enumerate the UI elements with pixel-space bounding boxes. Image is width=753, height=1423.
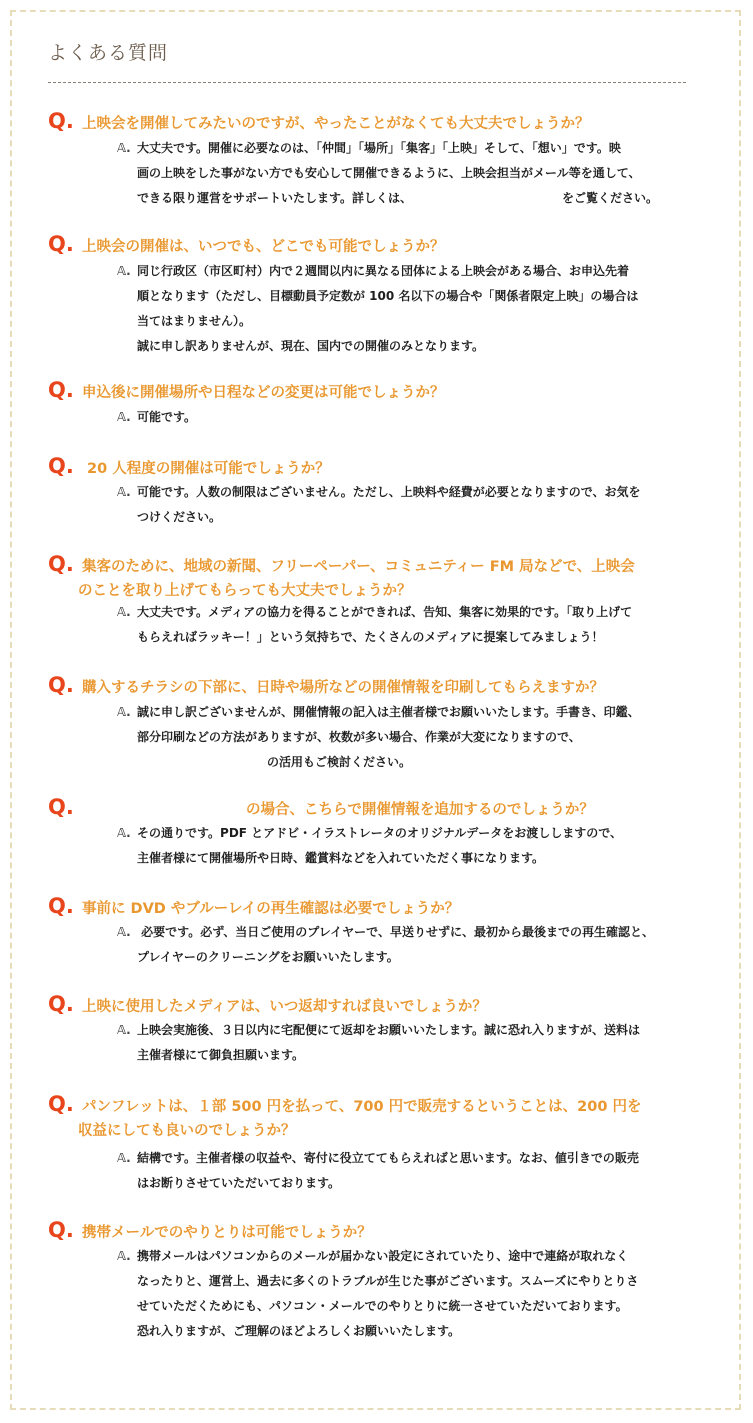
faq-answer [117,1244,707,1344]
a-marker: 𝔸. [117,485,131,499]
answer-text: その通りです。PDF とアドビ・イラストレータのオリジナルデータをお渡ししますので、 [137,826,622,840]
answer-text: をご覧ください。 [562,191,659,205]
faq-answer [117,700,707,775]
faq-answer [117,405,707,430]
answer-text: の活用もご検討ください。 [267,755,412,769]
answer-text: 当てはまりません）。 [137,314,252,328]
answer-text: 大丈夫です。メディアの協力を得ることができれば、告知、集客に効果的です。「取り上げて [137,605,633,619]
answer-text: 携帯メールはパソコンからのメールが届かない設定にされていたり、途中で連絡が取れなく [137,1249,629,1263]
answer-text: 可能です。人数の制限はございません。ただし、上映料や経費が必要となりますので、お気を [137,485,641,499]
faq-answer [117,600,707,650]
faq-question [48,109,590,136]
title-divider [48,82,686,83]
answer-text: 誠に申し訳ありませんが、現在、国内での開催のみとなります。 [137,339,485,353]
a-marker: 𝔸. [117,1151,131,1165]
a-marker: 𝔸. [117,264,131,278]
q-marker: Q. [48,795,74,819]
a-marker: 𝔸. [117,705,131,719]
answer-text: 結構です。主催者様の収益や、寄付に役立ててもらえればと思います。なお、値引きでの販売 [137,1151,639,1165]
question-text: 上映に使用したメディアは、いつ返却すれば良いでしょうか？ [82,999,487,1015]
answer-text: 同じ行政区（市区町村）内で２週間以内に異なる団体による上映会がある場合、お申込先着 [137,264,630,278]
faq-answer [117,1146,707,1196]
faq-question [48,894,459,921]
q-marker: Q. [48,1218,74,1242]
q-marker: Q. [48,552,74,576]
question-text: 集客のために、地域の新聞、フリーペーパー、コミュニティー FM 局などで、上映会 [82,559,635,575]
question-text: 20 人程度の開催は可能でしょうか？ [82,461,330,477]
faq-answer [117,480,707,530]
faq-question [48,454,330,481]
q-marker: Q. [48,1092,74,1116]
answer-text: できる限り運営をサポートいたします。詳しくは、 [137,191,413,205]
answer-text: 主催者様にて御負担願います。 [137,1048,305,1062]
question-text: 携帯メールでのやりとりは可能でしょうか？ [82,1225,372,1241]
answer-text: 上映会実施後、３日以内に宅配便にて返却をお願いいたします。誠に恐れ入りますが、送料は [137,1023,641,1037]
answer-text: もらえればラッキー！」という気持ちで、たくさんのメディアに提案してみましょう！ [137,630,604,644]
faq-answer [117,1018,707,1068]
q-marker: Q. [48,378,74,402]
answer-text: せていただくためにも、パソコン・メールでのやりとりに統一させていただいております。 [137,1299,628,1313]
q-marker: Q. [48,894,74,918]
answer-text: 恐れ入りますが、ご理解のほどよろしくお願いいたします。 [137,1324,461,1338]
faq-question [48,795,594,822]
a-marker: 𝔸. [117,1023,131,1037]
answer-text: 画の上映をした事がない方でも安心して開催できるように、上映会担当がメール等を通して、 [137,166,641,180]
answer-text: なったりと、運営上、過去に多くのトラブルが生じた事がございます。スムーズにやりとりさ [137,1274,639,1288]
page-title: よくある質問 [48,42,169,64]
question-text: 購入するチラシの下部に、日時や場所などの開催情報を印刷してもらえますか？ [82,680,604,696]
answer-text: 誠に申し訳ございませんが、開催情報の記入は主催者様でお願いいたします。手書き、印鑑、 [137,705,640,719]
answer-text: 主催者様にて開催場所や日時、鑑賞料などを入れていただく事になります。 [137,851,545,865]
faq-question [48,673,604,700]
answer-text: 大丈夫です。開催に必要なのは、「仲間」「場所」「集客」「上映」そして、「想い」です。映 [137,141,621,155]
faq-question [48,378,445,405]
a-marker: 𝔸. [117,605,131,619]
question-text: 上映会を開催してみたいのですが、やったことがなくても大丈夫でしょうか？ [82,116,590,132]
faq-question [48,1092,641,1143]
answer-text: 順となります（ただし、目標動員予定数が 100 名以下の場合や「関係者限定上映」の場合は [137,289,639,303]
faq-question [48,232,445,259]
question-text: パンフレットは、１部 500 円を払って、700 円で販売するということは、200 円を [82,1099,642,1115]
faq-answer [117,136,707,211]
question-text: の場合、こちらで開催情報を追加するのでしょうか？ [246,802,594,818]
a-marker: 𝔸. [117,410,131,424]
q-marker: Q. [48,454,74,478]
faq-answer [117,920,707,970]
a-marker: 𝔸. [117,925,131,939]
q-marker: Q. [48,992,74,1016]
question-text: 上映会の開催は、いつでも、どこでも可能でしょうか？ [82,239,445,255]
q-marker: Q. [48,232,74,256]
faq-question [48,552,635,603]
question-text: 事前に DVD やブルーレイの再生確認は必要でしょうか？ [82,901,460,917]
question-text: 申込後に開催場所や日程などの変更は可能でしょうか？ [82,385,445,401]
faq-question [48,1218,372,1245]
a-marker: 𝔸. [117,1249,131,1263]
q-marker: Q. [48,109,74,133]
q-marker: Q. [48,673,74,697]
answer-text: 部分印刷などの方法がありますが、枚数が多い場合、作業が大変になりますので、 [137,730,581,744]
answer-text: 可能です。 [137,410,197,424]
question-text: のことを取り上げてもらっても大丈夫でしょうか？ [78,583,412,599]
a-marker: 𝔸. [117,141,131,155]
faq-answer [117,821,707,871]
a-marker: 𝔸. [117,826,131,840]
faq-answer [117,259,707,359]
question-text: 収益にしても良いのでしょうか？ [78,1123,296,1139]
answer-text: つけください。 [137,510,222,524]
faq-question [48,992,487,1019]
answer-text: はお断りさせていただいております。 [137,1176,341,1190]
answer-text: プレイヤーのクリーニングをお願いいたします。 [137,950,399,964]
answer-text: 必要です。必ず、当日ご使用のプレイヤーで、早送りせずに、最初から最後までの再生確認と、 [137,925,654,939]
